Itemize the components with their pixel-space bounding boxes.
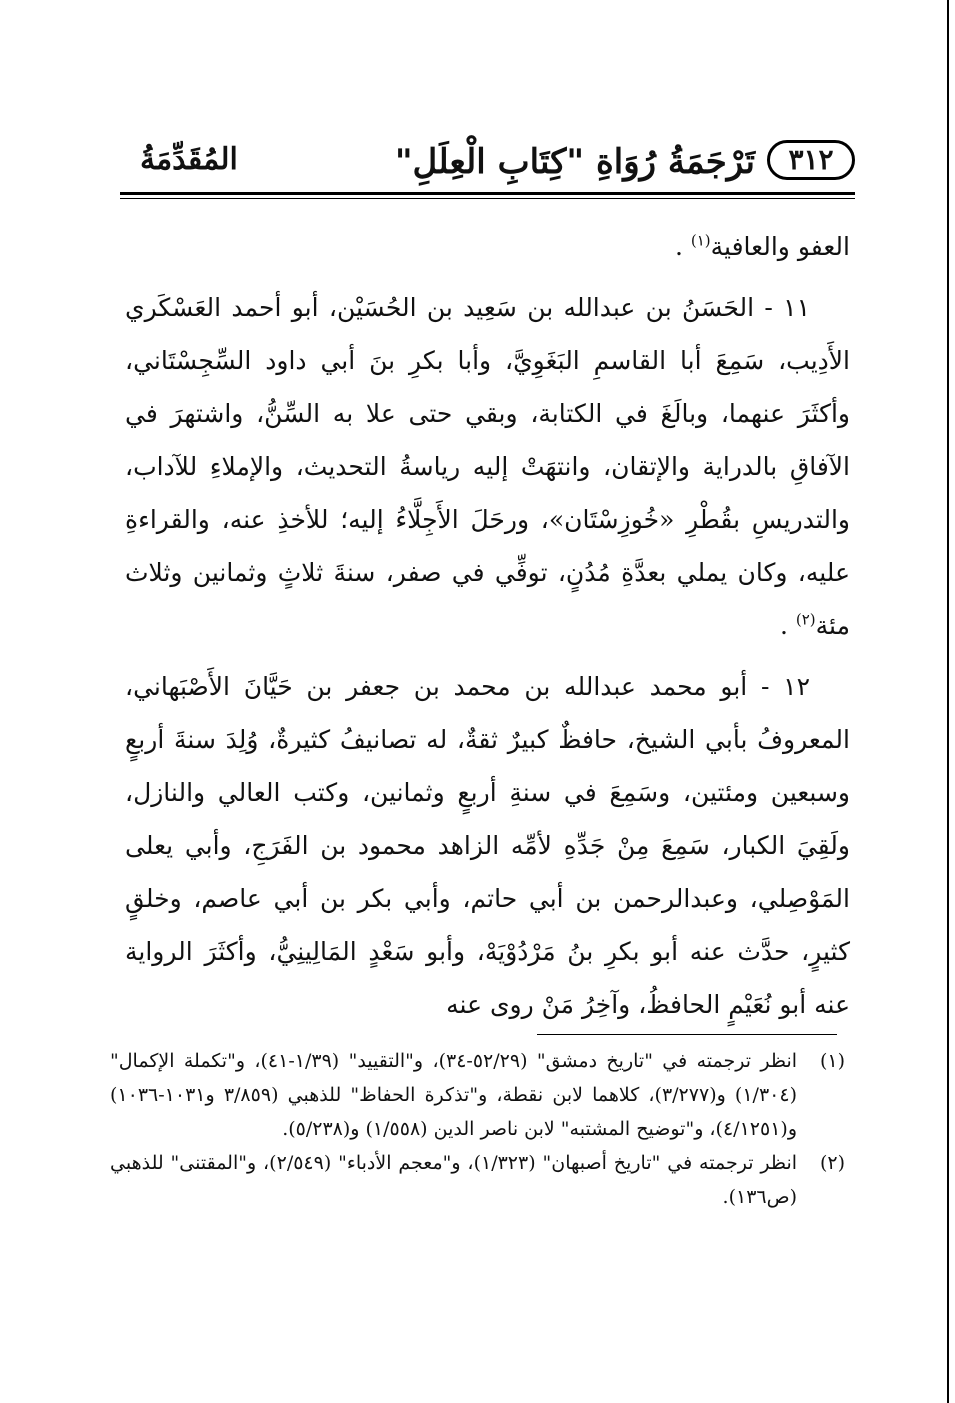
page-number-badge: ٣١٢	[767, 140, 855, 180]
page-header	[120, 128, 855, 204]
footnote-text: انظر ترجمته في "تاريخ أصبهان" (١/٣٢٣)، و"معجم الأدباء" (٢/٥٤٩)، و"المقتنى" للذهبي (ص١٣٦).	[110, 1152, 798, 1208]
footnote-separator	[537, 1034, 837, 1035]
main-text	[125, 220, 850, 1039]
footnote-number: (١)	[819, 1050, 845, 1072]
section-title: المُقَدِّمَةُ	[140, 142, 238, 177]
paragraph-text: العفو والعافية	[710, 232, 850, 261]
scan-edge-line	[947, 0, 949, 1403]
footnote	[110, 1146, 845, 1214]
paragraph-text: ١١ - الحَسَنُ بن عبدالله بن سَعِيد بن الحُسَيْن، أبو أحمد العَسْكَري الأَدِيب، سَمِعَ أبا القاسمِ البَغَوِيَّ، وأبا بكرِ بنَ أبي داود السِّجِسْتَاني، وأكثَرَ عنهما، وبالَغَ في الكتابة، وبقي حتى علا به السِّنُّ، واشتهرَ في الآفاقِ بالدراية والإتقان، وانتهَتْ إليه رياسةُ التحديث، والإملاءِ للآداب، والتدريسِ بقُطْرِ «خُوزِسْتَان»، ورحَلَ الأَجِلَّاءُ إليه؛ للأخذِ عنه، والقراءةِ عليه، وكان يملي بعدَّةِ مُدُنٍ، توفِّي في صفر، سنةَ ثلاثٍ وثمانين وثلاث مئة	[125, 293, 850, 640]
footnote-number: (٢)	[819, 1152, 845, 1174]
footnote-reference[interactable]: (٢)	[795, 610, 816, 629]
header-rule-thick	[120, 192, 855, 195]
running-title: تَرْجَمَةُ رُوَاةِ "كِتَابِ الْعِلَلِ"	[394, 142, 755, 182]
paragraph-end: .	[779, 611, 796, 640]
paragraph	[125, 660, 850, 1031]
paragraph	[125, 220, 850, 273]
footnote-text: انظر ترجمته في "تاريخ دمشق" (٥٢/٢٩-٣٤)، و"التقييد" (١/٣٩-٤١)، و"تكملة الإكمال" (١/٣٠٤) و(٣/٢٧٧)، كلاهما لابن نقطة، و"تذكرة الحفاظ" للذهبي (٣/٨٥٩ و١٠٣١-١٠٣٦) و(٤/١٢٥١)، و"توضيح المشتبه" لابن ناصر الدين (١/٥٥٨) و(٥/٢٣٨).	[110, 1050, 798, 1140]
paragraph-end: .	[674, 232, 691, 261]
footnote	[110, 1044, 845, 1146]
header-rule-thin	[120, 198, 855, 199]
footnotes	[110, 1044, 845, 1214]
paragraph	[125, 281, 850, 652]
paragraph-text: ١٢ - أبو محمد عبدالله بن محمد بن جعفر بن حَيَّانَ الأَصْبَهاني، المعروفُ بأبي الشيخ، حافظٌ كبيرٌ ثقةٌ، له تصانيفُ كثيرةٌ، وُلِدَ سنةَ أربعٍ وسبعين ومئتين، وسَمِعَ في سنةِ أربعٍ وثمانين، وكتب العالي والنازل، ولَقِيَ الكبار، سَمِعَ مِنْ جَدِّهِ لأمِّه الزاهد محمود بن الفَرَجِ، وأبي يعلى المَوْصِلي، وعبدالرحمن بن أبي حاتم، وأبي بكر بن أبي عاصم، وخلقٍ كثيرٍ، حدَّث عنه أبو بكرِ بنُ مَرْدُوْيَهْ، وأبو سَعْدٍ المَالِينِيُّ، وأكثَرَ الرواية عنه أبو نُعَيْمٍ الحافظُ، وآخِرُ مَنْ روى عنه	[125, 672, 851, 1019]
footnote-reference[interactable]: (١)	[690, 231, 711, 250]
